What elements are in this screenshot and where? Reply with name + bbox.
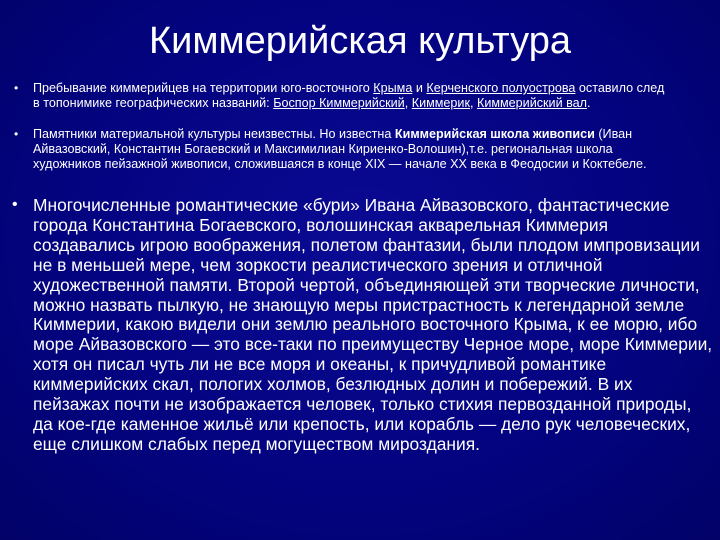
text-segment: , (469, 95, 477, 110)
bullet-text-painting-school (33, 127, 673, 171)
text-segment: оставило след в топонимике географических названий: (33, 81, 665, 110)
bullet-dot-icon: • (14, 127, 19, 141)
link-kerch-peninsula[interactable]: Керченского полуострова (426, 81, 576, 95)
bold-term: Киммерийская школа живописи (394, 127, 595, 141)
text-segment: . (587, 95, 591, 110)
bullet-dot-icon: • (14, 81, 19, 95)
slide-title: Киммерийская культура (149, 20, 571, 62)
text-segment: и (412, 81, 427, 95)
link-crimea[interactable]: Крыма (373, 81, 413, 95)
text-segment: , (404, 95, 412, 110)
link-kimmerik[interactable]: Киммерик (411, 95, 470, 110)
link-cimmerian-wall[interactable]: Киммерийский вал (476, 95, 588, 110)
text-segment: Памятники материальной культуры неизвестны. Но известна (33, 127, 395, 141)
link-bosporus-cimmerian[interactable]: Боспор Киммерийский (273, 95, 405, 110)
bullet-text-romantic-storms: Многочисленные романтические «бури» Ивана Айвазовского, фантастические города Константина Богаевского, волошинская акварельная Киммерия создавались игрою воображения, полетом фантазии, были плодом импровизации не в меньшей мере, чем зоркости реалистического зрения и отличной художественной памяти. Второй чертой, объединяющей эти творческие личности, можно назвать пылкую, не знающую меры пристрастность к легендарной земле Киммерии, какою видели они землю реального восточного Крыма, к ее морю, ибо море Айвазовского — это все-таки по преимуществу Черное море, море Киммерии, хотя он писал чуть ли не все моря и океаны, к причудливой романтике киммерийских скал, пологих холмов, безлюдных долин и побережий. В их пейзажах почти не изображается человек, только стихия первозданной природы, да кое-где каменное жильё или крепость, или корабль — дело рук человеческих, еще слишком слабых перед могуществом мироздания. (33, 195, 713, 454)
text-segment: (Иван Айвазовский, Константин Богаевский и Максимилиан Кириенко-Волошин),т.е. региональная школа художников пейзажной живописи, сложившаяся в конце XIX — начале XX века в Феодосии и Коктебеле. (33, 127, 647, 171)
bullet-dot-icon: • (12, 196, 18, 213)
text-segment: Пребывание киммерийцев на территории юго-восточного (33, 81, 374, 95)
bullet-text-toponymy (33, 81, 673, 111)
